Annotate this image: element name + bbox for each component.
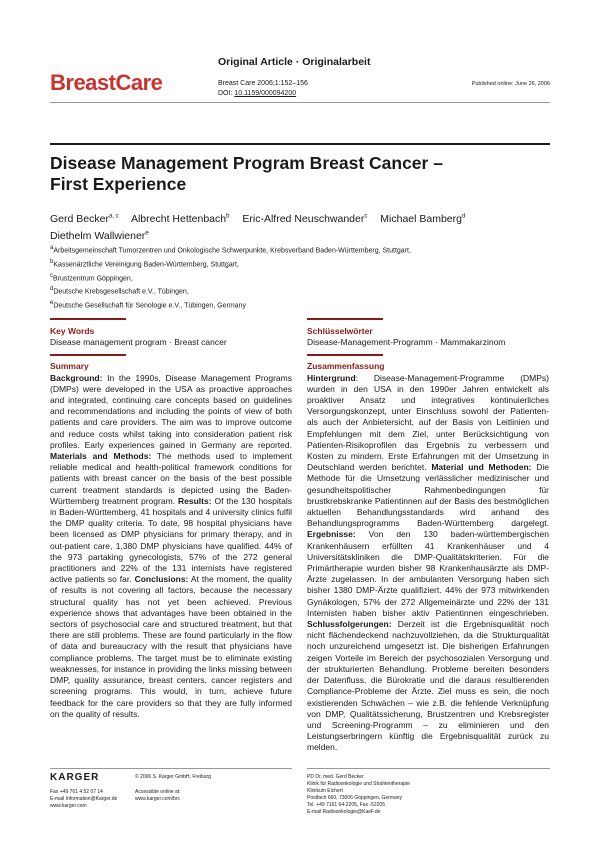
article-type: Original Article · Originalarbeit — [218, 56, 371, 68]
affiliation: $^d$Deutsche Krebsgesellschaft e.V., Tübingen, — [50, 286, 189, 296]
affiliation: $^b$Kassenärztliche Vereinigung Baden-Württemberg, Stuttgart, — [50, 258, 239, 269]
title-line-2: First Experience — [50, 174, 187, 194]
zusammenfassung-rule — [307, 354, 383, 356]
author: Michael Bamberg$^d$ — [380, 212, 466, 225]
footer-rule-right — [307, 768, 550, 769]
summary-text: Background: In the 1990s, Disease Management Programs (DMPs) were developed in the USA as proactive approaches and integrated, continuing care concepts based on guidelines and recommendations and including the points of view of both patients and care providers. The aim was to improve outcome and reduce costs whilst taking into consideration patient risk profiles. Early experiences gained in Germany are reported. Materials and Methods: The methods used to implement reliable medical and health-political framework conditions for patients with breast cancer on the basis of the best possible current treatment standards is depicted using the Baden-Württemberg treatment program. Results: Of the 130 hospitals in Baden-Württemberg, 41 hospitals and 4 university clinics fulfil the DMP quality criteria. To date, 98 hospital physicians have been licensed as DMP physicians for primary therapy, and in out-patient care, 1,380 DMP physicians have qualified. 44% of the 973 partaking gynecologists, 57% of the 272 general practitioners and 22% of the 131 internists have registered active patients so far. Conclusions: At the moment, the quality of results is not covering all factors, because the necessary structural quality has not yet been achieved. Previous experience shows that advantages have been obtained in the sectors of psychosocial care and structured treatment, but that there are still problems. These are found particularly in the flow of data and bureaucracy with the result that physicians have compliance problems. The target must be to eliminate existing weaknesses, for instance in providing the links missing between DMP, quality assurance, breast centers, cancer registers and screening programs. This would, in turn, achieve future feedback for the care providers so that they are fully informed on the quality of results. — [50, 372, 293, 719]
doi-link[interactable]: 10.1159/000094200 — [234, 90, 297, 97]
copyright: © 2006 S. Karger GmbH, Freiburg — [135, 774, 211, 780]
zusammenfassung-heading: Zusammenfassung — [307, 361, 385, 372]
online-access: Accessible online at: www.karger.com/brc — [135, 789, 181, 802]
title-line-1: Disease Management Program Breast Cancer – — [50, 153, 443, 173]
author: Gerd Becker$^{a, c}$ — [50, 212, 119, 225]
keywords: Disease management program · Breast cancer — [50, 337, 227, 348]
summary-heading: Summary — [50, 361, 89, 372]
footer-rule-left — [50, 768, 292, 769]
correspondence-address: PD Dr. med. Gerd Becker Klinik für Radioonkologie und Strahlentherapie Klinikum Eichert Postfach 660, 73006 Göppingen, Germany Tel. +49 7161 64-2205, Fax -52205 E-mail Radioonkologie@KaeF.de — [307, 774, 410, 815]
keywords-rule — [50, 318, 126, 320]
journal-logo: BreastCare — [50, 70, 163, 95]
publisher-logo: KARGER — [50, 772, 100, 783]
title-divider — [50, 143, 550, 145]
doi-line — [218, 90, 296, 97]
keywords-heading: Key Words — [50, 326, 95, 336]
zusammenfassung-text: Hintergrund: Disease-Management-Programme (DMPs) wurden in den USA in den 1990er Jahren entwickelt als proaktiver Ansatz und integratives kontinuierliches Versorgungskonzept, unter Einschluss sowohl der Patienten- als auch der Anbietersicht, auf der Basis von Leitlinien und Empfehlungen mit dem Ziel, unter Berücksichtigung von Patienten-Risikoprofilen das Ergebnis zu verbessern und Kosten zu mindern. Erste Erfahrungen mit der Umsetzung in Deutschland werden berichtet. Material und Methoden: Die Methode für die Umsetzung verlässlicher medizinischer und gesundheitspolitischer Rahmenbedingungen für brustkrebskranke Patientinnen auf der Basis des bestmöglichen aktuellen Behandlungsstandards wird anhand des Behandlungsprogramms Baden-Württemberg dargelegt. Ergebnisse: Von den 130 baden-württembergischen Krankenhäusern erfüllten 41 Krankenhäuser und 4 Universitätskliniken die DMP-Qualitätskriterien. Für die Primärtherapie wurden bisher 98 Krankenhausärzte als DMP-Ärzte zugelassen. In der ambulanten Versorgung haben sich bisher 1380 DMP-Ärzte qualifiziert. 44% der 973 mitwirkenden Gynäkologen, 57% der 272 Allgemeinärzte und 22% der 131 Internisten haben bisher aktiv Patientinnen eingeschrieben. Schlussfolgerungen: Derzeit ist die Ergebnisqualität noch nicht flächendeckend nachzuvollziehen, da die Strukturqualität noch unzureichend umgesetzt ist. Die bisherigen Erfahrungen zeigen Vorteile im Bereich der psychosozialen Versorgung und der strukturierten Behandlung. Probleme bereiten besonders der Datenfluss, die Bürokratie und die daraus resultierenden Compliance-Probleme der Ärzte. Ziel muss es sein, die noch existierenden Schwächen – wie z.B. die fehlende Verknüpfung von DMP, Qualitätssicherung, Brustzentren und Krebsregister und Screening-Programm – zu eliminieren und den Leistungserbringern künftig die Ergebnisqualität zurück zu melden. — [307, 372, 549, 753]
affiliation-list — [50, 243, 550, 312]
affiliation: $^c$Brustzentrum Göppingen, — [50, 272, 133, 282]
published-date: Published online: June 26, 2006 — [471, 81, 550, 87]
affiliation: $^e$Deutsche Gesellschaft für Senologie e.V., Tübingen, Germany — [50, 300, 246, 310]
author: Diethelm Wallwiener$^e$ — [50, 230, 149, 242]
schluesselwoerter-rule — [307, 318, 383, 320]
schluesselwoerter-heading: Schlüsselwörter — [307, 326, 373, 336]
doi-label: DOI: — [218, 90, 235, 97]
schluesselwoerter: Disease-Management-Programm · Mammakarzinom — [307, 337, 506, 348]
author-list — [50, 209, 550, 244]
summary-rule — [50, 354, 126, 356]
german-abstract — [307, 318, 549, 754]
author: Eric-Alfred Neuschwander$^c$ — [242, 212, 368, 225]
journal-citation: Breast Care 2006;1:152–156 — [218, 80, 308, 87]
publisher-contact: Fax +49 761 4 52 07 14 E-mail Information@Karger.de www.karger.com — [50, 789, 118, 809]
english-abstract — [50, 318, 292, 720]
article-title — [50, 153, 550, 195]
header-divider — [50, 102, 550, 103]
affiliation: $^a$Arbeitsgemeinschaft Tumorzentren und Onkologische Schwerpunkte, Krebsverband Baden-Württemberg, Stuttgart, — [50, 245, 411, 255]
author: Albrecht Hettenbach$^b$ — [130, 212, 230, 225]
